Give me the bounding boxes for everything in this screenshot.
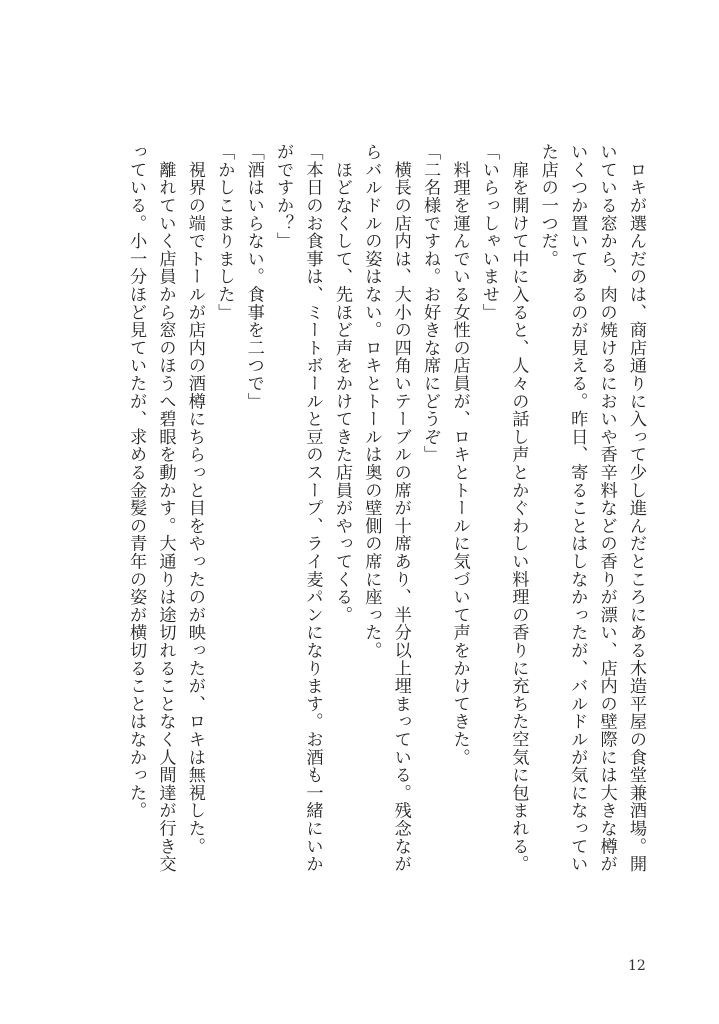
paragraph: 料理を運んでいる女性の店員が、ロキとトールに気づいて声をかけてきた。 <box>449 143 470 766</box>
dialogue-line: 「いらっしゃいませ」 <box>478 143 499 321</box>
paragraph: ロキが選んだのは、商店通りに入って少し進んだところにある木造平屋の食堂兼酒場。開いている窓から、肉の焼けるにおいや香辛料などの香りが漂い、店内の壁際には大きな樽がいくつか置いてあるのが見える。昨日、寄ることはしなかったが、バルドルが気になっていた店の一つだ。 <box>537 143 646 873</box>
dialogue-line: 「酒はいらない。食事を二つで」 <box>243 143 264 410</box>
paragraph: 扉を開けて中に入ると、人々の話し声とかぐわしい料理の香りに充ちた空気に包まれる。 <box>508 143 529 873</box>
paragraph: ほどなくして、先ほど声をかけてきた店員がやってくる。 <box>331 143 352 624</box>
dialogue-line: 「かしこまりました」 <box>214 143 235 321</box>
paragraph: 離れていく店員から窓のほうへ碧眼を動かす。大通りは途切れることなく人間達が行き交っている。小一分ほど見ていたが、求める金髪の青年の姿が横切ることはなかった。 <box>126 143 176 873</box>
paragraph: 視界の端でトールが店内の酒樽にちらっと目をやったのが映ったが、ロキは無視した。 <box>184 143 205 855</box>
paragraph: 横長の店内は、大小の四角いテーブルの席が十席あり、半分以上埋まっている。残念ながらバルドルの姿はない。ロキとトールは奥の壁側の席に座った。 <box>361 143 411 873</box>
body-text <box>120 143 650 883</box>
dialogue-line: 「本日のお食事は、ミートボールと豆のスープ、ライ麦パンになります。お酒も一緒にいかがですか？」 <box>273 143 323 873</box>
page-number: 12 <box>628 958 646 974</box>
dialogue-line: 「二名様ですね。お好きな席にどうぞ」 <box>420 143 441 464</box>
